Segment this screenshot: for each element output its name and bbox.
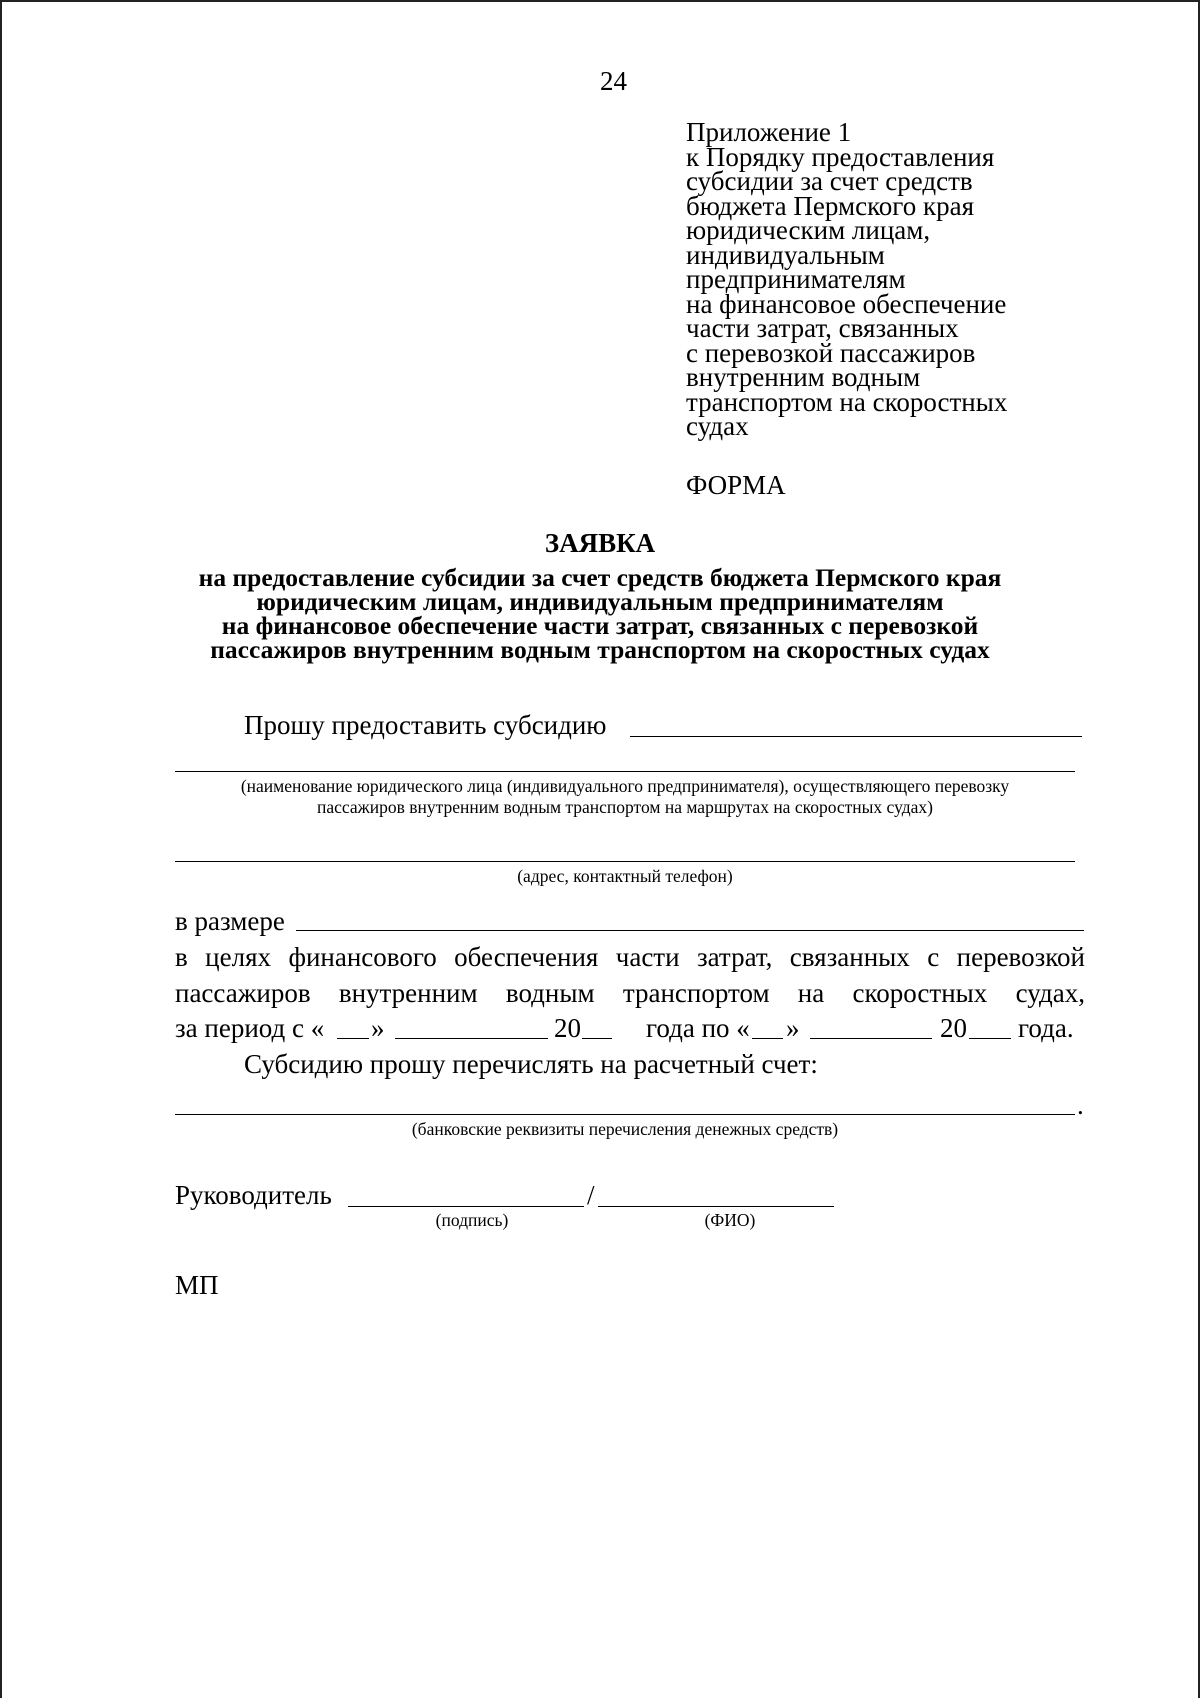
appendix-block (686, 117, 1086, 441)
appendix-line: к Порядку предоставления (686, 141, 995, 172)
appendix-line: внутренним водным (686, 362, 921, 392)
address-phone-field[interactable] (175, 861, 1075, 862)
document-subtitle (0, 563, 1200, 664)
appendix-line: Приложение 1 (686, 117, 852, 147)
appendix-line: предпринимателям (686, 264, 906, 294)
purpose-line-2: пассажиров внутренним водным транспортом на скоростных судах, (175, 978, 1085, 1008)
period-end-label: года. (1018, 1013, 1074, 1043)
caption-name-line-1: (наименование юридического лица (индивидуального предпринимателя), осуществляющего перевозку (240, 776, 1010, 796)
subtitle-line: на предоставление субсидии за счет средств бюджета Пермского края (198, 563, 1002, 592)
bank-details-field[interactable] (175, 1114, 1075, 1115)
form-label: ФОРМА (686, 470, 786, 500)
appendix-line: бюджета Пермского края (686, 190, 974, 221)
purpose-line-1: в целях финансового обеспечения части затрат, связанных с перевозкой (175, 942, 1085, 972)
document-title: ЗАЯВКА (544, 528, 656, 558)
caption-name-line-2: пассажиров внутренним водным транспортом на маршрутах на скоростных судах) (317, 797, 933, 817)
page-number: 24 (600, 66, 627, 96)
appendix-line: судах (686, 411, 749, 441)
page-border-left (0, 0, 2, 1698)
account-label: Субсидию прошу перечислять на расчетный счет: (244, 1049, 818, 1079)
period-to-label: года по « (646, 1013, 750, 1043)
appendix-line: юридическим лицам, (686, 215, 931, 245)
signature-field[interactable] (348, 1206, 584, 1207)
appendix-line: с перевозкой пассажиров (686, 337, 976, 368)
caption-address: (адрес, контактный телефон) (517, 866, 733, 886)
amount-field[interactable] (296, 930, 1084, 931)
subtitle-line: на финансовое обеспечение части затрат, связанных с перевозкой (221, 611, 979, 640)
period-from-month-field[interactable] (395, 1038, 548, 1039)
stamp-label: МП (175, 1270, 219, 1300)
subtitle-line: пассажиров внутренним водным транспортом на скоростных судах (210, 635, 990, 664)
period-to-year-field[interactable] (969, 1038, 1011, 1039)
recipient-name-field-2[interactable] (175, 771, 1075, 772)
account-period: . (1077, 1090, 1084, 1120)
head-label: Руководитель (175, 1180, 332, 1210)
caption-signature: (подпись) (435, 1210, 509, 1230)
period-to-year-prefix: 20 (940, 1013, 967, 1043)
period-from-day-field[interactable] (337, 1038, 369, 1039)
period-from-year-prefix: 20 (554, 1013, 581, 1043)
page-border-top (0, 0, 1200, 2)
amount-label: в размере (175, 906, 285, 936)
appendix-line: субсидии за счет средств (686, 166, 973, 196)
fio-field[interactable] (598, 1206, 834, 1207)
subtitle-line: юридическим лицам, индивидуальным предпринимателям (256, 587, 944, 616)
appendix-line: части затрат, связанных (686, 313, 959, 343)
appendix-line: на финансовое обеспечение (686, 288, 1007, 319)
caption-fio: (ФИО) (704, 1210, 756, 1230)
signature-slash: / (587, 1180, 595, 1210)
period-from-label: за период с « (175, 1013, 325, 1043)
request-label: Прошу предоставить субсидию (244, 710, 607, 740)
period-from-year-field[interactable] (582, 1038, 612, 1039)
appendix-line: индивидуальным (686, 239, 885, 270)
period-to-day-field[interactable] (752, 1038, 783, 1039)
caption-bank: (банковские реквизиты перечисления денежных средств) (411, 1119, 839, 1139)
recipient-name-field[interactable] (630, 736, 1082, 737)
period-quote-close-2: » (786, 1013, 800, 1043)
period-to-month-field[interactable] (810, 1038, 932, 1039)
period-quote-close: » (371, 1013, 385, 1043)
appendix-line: транспортом на скоростных (686, 386, 1008, 417)
